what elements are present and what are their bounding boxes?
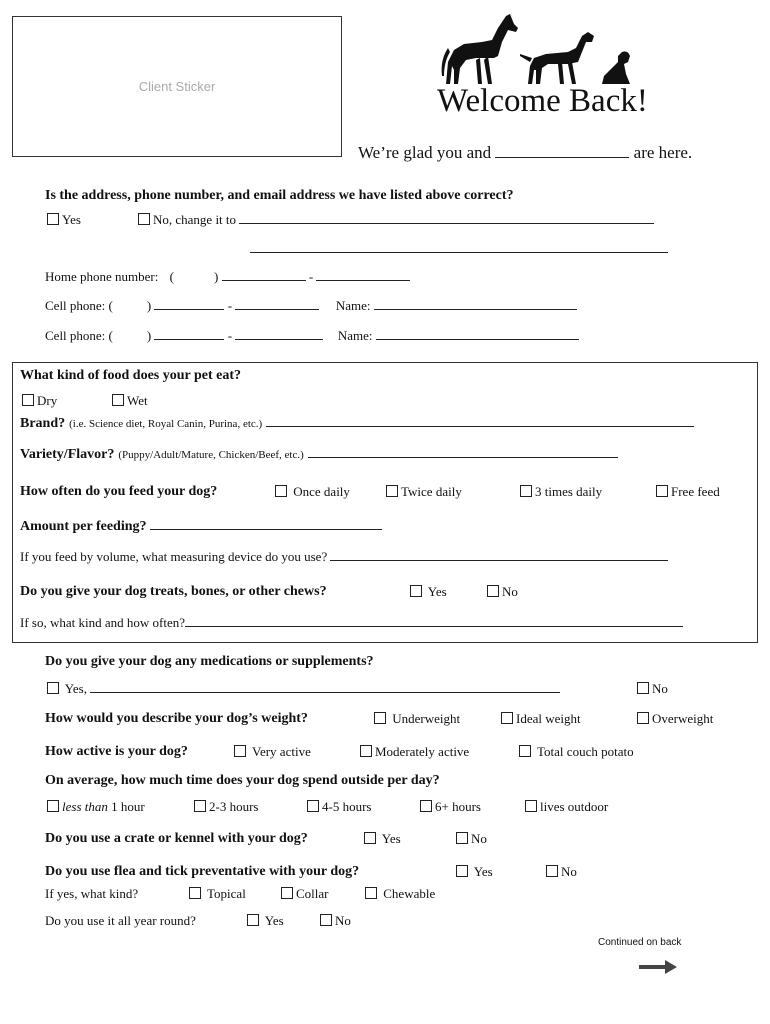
checkbox[interactable]: [47, 800, 59, 812]
brand-blank[interactable]: [266, 415, 694, 427]
option-label: Yes: [264, 913, 284, 928]
arrow-right-icon: [639, 958, 679, 976]
option-label: Dry: [37, 393, 58, 408]
year-round-no-option[interactable]: [320, 913, 351, 929]
two-three-hours-option[interactable]: [194, 799, 258, 815]
year-round-label: Do you use it all year round?: [45, 913, 196, 928]
brand-hint: (i.e. Science diet, Royal Canin, Purina, etc.): [69, 418, 263, 430]
flea-question: Do you use flea and tick preventative with your dog?: [45, 864, 360, 879]
volume-row: [20, 549, 668, 565]
cell-name-blank[interactable]: [376, 328, 579, 340]
meds-question: Do you give your dog any medications or supplements?: [45, 654, 374, 669]
option-label: No: [502, 584, 518, 599]
checkbox[interactable]: [234, 745, 246, 757]
flea-kind-label: If yes, what kind?: [45, 886, 139, 901]
option-label: 2-3 hours: [209, 799, 259, 814]
page-title: Welcome Back!: [437, 83, 648, 119]
crate-yes-option[interactable]: [364, 831, 401, 847]
option-label: Twice daily: [401, 484, 462, 499]
checkbox[interactable]: [420, 800, 432, 812]
flea-yes-option[interactable]: [456, 864, 493, 880]
name-label: Name:: [335, 298, 371, 313]
option-label: 1 hour: [111, 799, 145, 814]
ideal-weight-option[interactable]: [501, 711, 581, 727]
cell-phone-label: Cell phone:: [45, 328, 106, 343]
option-label: Yes,: [64, 681, 87, 696]
option-label: Chewable: [383, 886, 436, 901]
six-plus-hours-option[interactable]: [420, 799, 481, 815]
option-label: Yes: [381, 831, 401, 846]
outside-question: On average, how much time does your dog spend outside per day?: [45, 773, 440, 788]
checkbox[interactable]: [22, 394, 34, 406]
frequency-question: How often do you feed your dog?: [20, 484, 218, 499]
checkbox[interactable]: [47, 213, 59, 225]
checkbox[interactable]: [546, 865, 558, 877]
option-label: 3 times daily: [535, 484, 603, 499]
option-label: 6+ hours: [435, 799, 481, 814]
option-label: Free feed: [671, 484, 720, 499]
option-label: Topical: [207, 886, 246, 901]
welcome-line: [358, 143, 692, 163]
checkbox[interactable]: [47, 682, 59, 694]
collar-option[interactable]: [281, 886, 329, 902]
option-label: Moderately active: [375, 744, 470, 759]
variety-label: Variety/Flavor?: [20, 447, 115, 462]
twice-daily-option[interactable]: [386, 484, 462, 500]
flea-no-option[interactable]: [546, 864, 577, 880]
checkbox[interactable]: [520, 485, 532, 497]
checkbox[interactable]: [307, 800, 319, 812]
crate-question: Do you use a crate or kennel with your dog?: [45, 831, 308, 846]
glad-prefix: We’re glad you and: [358, 143, 492, 162]
free-feed-option[interactable]: [656, 484, 720, 500]
client-sticker-label: Client Sticker: [138, 79, 216, 94]
option-label: Underweight: [392, 711, 461, 726]
less-than-hour-option[interactable]: [47, 799, 145, 815]
checkbox[interactable]: [456, 865, 468, 877]
checkbox[interactable]: [637, 712, 649, 724]
once-daily-option[interactable]: [275, 484, 350, 500]
overweight-option[interactable]: [637, 711, 713, 727]
amount-label: Amount per feeding?: [20, 519, 147, 534]
very-active-option[interactable]: [234, 744, 311, 760]
checkbox[interactable]: [365, 887, 377, 899]
option-label: Total couch potato: [537, 744, 634, 759]
name-label: Name:: [337, 328, 373, 343]
topical-option[interactable]: [189, 886, 246, 902]
amount-blank[interactable]: [150, 518, 382, 530]
home-phone-blank-2[interactable]: [316, 269, 410, 281]
four-five-hours-option[interactable]: [307, 799, 371, 815]
couch-potato-option[interactable]: [519, 744, 634, 760]
crate-no-option[interactable]: [456, 831, 487, 847]
cell-name-blank[interactable]: [374, 298, 577, 310]
checkbox[interactable]: [364, 832, 376, 844]
checkbox[interactable]: [525, 800, 537, 812]
brand-label: Brand?: [20, 416, 66, 431]
glad-suffix: are here.: [633, 143, 693, 162]
meds-blank[interactable]: [90, 681, 560, 693]
lives-outdoor-option[interactable]: [525, 799, 608, 815]
option-label: Ideal weight: [516, 711, 581, 726]
option-label: No: [335, 913, 351, 928]
option-label: Yes: [62, 212, 81, 227]
amount-row: [20, 518, 382, 535]
checkbox[interactable]: [456, 832, 468, 844]
volume-blank[interactable]: [330, 549, 668, 561]
pet-name-blank[interactable]: [495, 146, 629, 158]
checkbox[interactable]: [275, 485, 287, 497]
checkbox[interactable]: [281, 887, 293, 899]
checkbox[interactable]: [194, 800, 206, 812]
checkbox[interactable]: [138, 213, 150, 225]
contact-yes-option[interactable]: [47, 212, 81, 228]
option-label: Collar: [296, 886, 329, 901]
option-label: Yes: [427, 584, 447, 599]
checkbox[interactable]: [637, 682, 649, 694]
underweight-option[interactable]: [374, 711, 460, 727]
meds-no-option[interactable]: [637, 681, 668, 697]
moderately-active-option[interactable]: [360, 744, 469, 760]
brand-row: [20, 414, 694, 432]
meds-yes-option[interactable]: [47, 681, 560, 697]
checkbox[interactable]: [320, 914, 332, 926]
activity-question: How active is your dog?: [45, 744, 188, 759]
checkbox[interactable]: [112, 394, 124, 406]
chewable-option[interactable]: [365, 886, 435, 902]
treats-no-option[interactable]: [487, 584, 518, 600]
option-label: 4-5 hours: [322, 799, 372, 814]
home-phone-label: Home phone number:: [45, 269, 159, 284]
variety-row: [20, 445, 618, 463]
treats-yes-option[interactable]: [410, 584, 447, 600]
dry-option[interactable]: [22, 393, 57, 409]
option-label: Overweight: [652, 711, 714, 726]
cell-phone-blank-2[interactable]: [235, 328, 323, 340]
option-label: lives outdoor: [540, 799, 609, 814]
treats-kind-blank[interactable]: [185, 615, 683, 627]
checkbox[interactable]: [501, 712, 513, 724]
cell-phone-blank-2[interactable]: [235, 298, 319, 310]
checkbox[interactable]: [386, 485, 398, 497]
checkbox[interactable]: [656, 485, 668, 497]
checkbox[interactable]: [519, 745, 531, 757]
wet-option[interactable]: [112, 393, 148, 409]
checkbox[interactable]: [189, 887, 201, 899]
continued-note: Continued on back: [598, 937, 682, 948]
year-round-yes-option[interactable]: [247, 913, 284, 929]
option-label: Yes: [473, 864, 493, 879]
contact-question: Is the address, phone number, and email address we have listed above correct?: [45, 188, 514, 203]
cell-phone-row-1: Cell phone: ( ) - Name:: [45, 298, 577, 314]
option-label: No, change it to: [153, 212, 237, 227]
food-kind-question: What kind of food does your pet eat?: [20, 368, 242, 383]
three-times-option[interactable]: [520, 484, 602, 500]
dogs-silhouette-icon: [436, 12, 636, 90]
client-sticker-area: [12, 16, 342, 157]
variety-blank[interactable]: [308, 446, 618, 458]
option-label: No: [652, 681, 668, 696]
treats-kind-label: If so, what kind and how often?: [20, 615, 185, 630]
change-blank[interactable]: [239, 212, 654, 224]
checkbox[interactable]: [487, 585, 499, 597]
contact-no-option[interactable]: [138, 212, 654, 228]
home-phone-row: Home phone number: ( ) -: [45, 269, 410, 285]
cell-phone-blank-1[interactable]: [154, 328, 224, 340]
option-label: Very active: [252, 744, 311, 759]
variety-hint: (Puppy/Adult/Mature, Chicken/Beef, etc.): [118, 449, 304, 461]
checkbox[interactable]: [247, 914, 259, 926]
weight-question: How would you describe your dog’s weight?: [45, 711, 308, 726]
option-label: Wet: [127, 393, 148, 408]
option-label: No: [561, 864, 577, 879]
volume-label: If you feed by volume, what measuring device do you use?: [20, 549, 328, 564]
treats-kind-row: [20, 615, 683, 631]
home-phone-blank-1[interactable]: [222, 269, 306, 281]
change-blank-2[interactable]: [250, 241, 668, 253]
cell-phone-row-2: Cell phone: ( ) - Name:: [45, 328, 579, 344]
option-label-italic: less than: [62, 799, 108, 814]
checkbox[interactable]: [374, 712, 386, 724]
cell-phone-blank-1[interactable]: [154, 298, 224, 310]
checkbox[interactable]: [410, 585, 422, 597]
checkbox[interactable]: [360, 745, 372, 757]
cell-phone-label: Cell phone:: [45, 298, 106, 313]
treats-question: Do you give your dog treats, bones, or other chews?: [20, 584, 327, 599]
option-label: No: [471, 831, 487, 846]
option-label: Once daily: [293, 484, 350, 499]
